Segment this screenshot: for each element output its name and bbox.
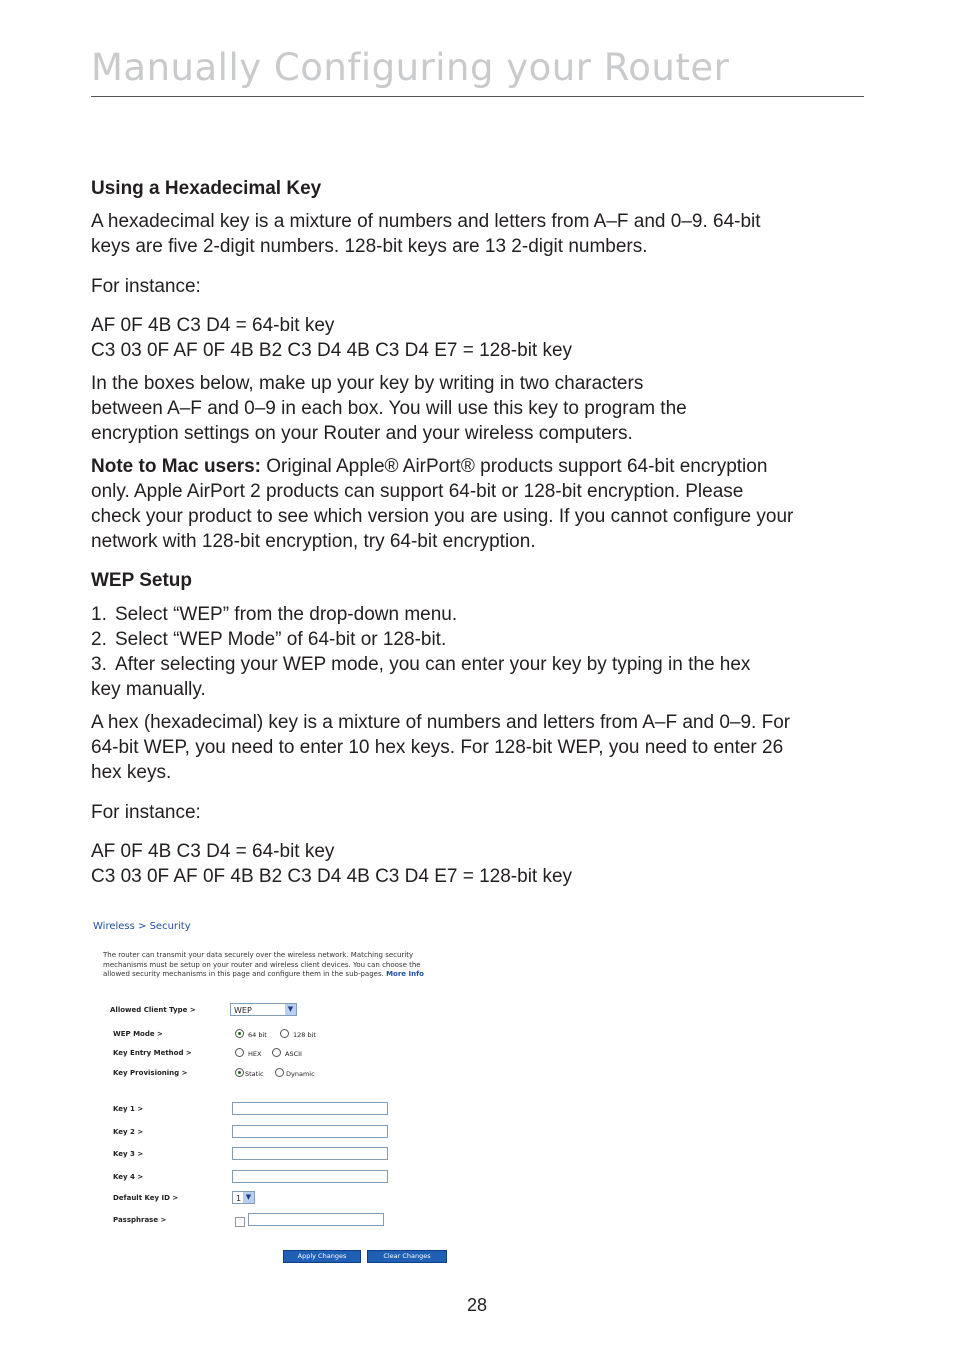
- key-4-input[interactable]: [232, 1170, 388, 1183]
- list-item: [91, 627, 750, 652]
- for-instance-label: For instance:: [91, 802, 201, 823]
- title-divider: [91, 96, 864, 97]
- wep-examples: [91, 839, 572, 889]
- for-instance-label: For instance:: [91, 276, 201, 297]
- wep-steps-list: [91, 602, 750, 702]
- description-line: [103, 970, 424, 980]
- key-3-input[interactable]: [232, 1147, 388, 1160]
- select-value: WEP: [234, 1006, 252, 1015]
- step-number: 3.: [91, 654, 107, 675]
- hex-key-paragraph: [91, 209, 761, 259]
- default-key-id-label: Default Key ID >: [113, 1194, 179, 1202]
- example-64-bit: AF 0F 4B C3 D4 = 64-bit key: [91, 841, 335, 862]
- hex-explanation: [91, 710, 790, 785]
- passphrase-input[interactable]: [248, 1213, 384, 1226]
- paragraph-line: [91, 454, 793, 479]
- key-entry-ascii-label: ASCII: [285, 1050, 302, 1058]
- paragraph-line: A hexadecimal key is a mixture of numbers and letters from A–F and 0–9. 64-bit: [91, 211, 761, 232]
- paragraph-line: A hex (hexadecimal) key is a mixture of numbers and letters from A–F and 0–9. For: [91, 712, 791, 733]
- example-128-bit: C3 03 0F AF 0F 4B B2 C3 D4 4B C3 D4 E7 = 128-bit key: [91, 340, 573, 361]
- security-description: [103, 951, 424, 980]
- key-3-label: Key 3 >: [113, 1150, 144, 1158]
- paragraph-line: only. Apple AirPort 2 products can support 64-bit or 128-bit encryption. Please: [91, 481, 744, 502]
- key-2-input[interactable]: [232, 1125, 388, 1138]
- description-line: The router can transmit your data securely over the wireless network. Matching security: [103, 951, 414, 959]
- paragraph-line: network with 128-bit encryption, try 64-bit encryption.: [91, 531, 536, 552]
- example-128-bit: C3 03 0F AF 0F 4B B2 C3 D4 4B C3 D4 E7 = 128-bit key: [91, 866, 573, 887]
- allowed-client-type-label: Allowed Client Type >: [110, 1006, 196, 1014]
- allowed-client-type-select[interactable]: [230, 1003, 297, 1016]
- paragraph-line: In the boxes below, make up your key by writing in two characters: [91, 373, 644, 394]
- default-key-id-select[interactable]: [232, 1191, 255, 1204]
- more-info-link[interactable]: More Info: [386, 970, 424, 979]
- mac-users-note: [91, 454, 793, 554]
- paragraph-line: encryption settings on your Router and your wireless computers.: [91, 423, 633, 444]
- wep-mode-64-label: 64 bit: [248, 1031, 267, 1039]
- key-entry-ascii-radio[interactable]: [272, 1048, 281, 1057]
- chevron-down-icon[interactable]: ▼: [285, 1004, 296, 1015]
- step-text: Select “WEP” from the drop-down menu.: [115, 604, 458, 625]
- wep-mode-128-label: 128 bit: [293, 1031, 316, 1039]
- key-1-input[interactable]: [232, 1102, 388, 1115]
- step-text: After selecting your WEP mode, you can enter your key by typing in the hex: [115, 654, 751, 675]
- key-2-label: Key 2 >: [113, 1128, 144, 1136]
- key-4-label: Key 4 >: [113, 1173, 144, 1181]
- note-label: Note to Mac users:: [91, 456, 261, 477]
- hex-key-heading: Using a Hexadecimal Key: [91, 178, 322, 199]
- step-number: 2.: [91, 629, 107, 650]
- clear-changes-button[interactable]: Clear Changes: [367, 1250, 447, 1263]
- key-prov-static-label: Static: [245, 1070, 264, 1078]
- paragraph-line: check your product to see which version you are using. If you cannot configure your: [91, 506, 794, 527]
- paragraph-line: between A–F and 0–9 in each box. You will use this key to program the: [91, 398, 687, 419]
- passphrase-label: Passphrase >: [113, 1216, 167, 1224]
- key-prov-dynamic-label: Dynamic: [286, 1070, 315, 1078]
- key-entry-hex-label: HEX: [248, 1050, 262, 1058]
- wep-mode-label: WEP Mode >: [113, 1030, 163, 1038]
- key-1-label: Key 1 >: [113, 1105, 144, 1113]
- paragraph-line: hex keys.: [91, 762, 172, 783]
- step-number: 1.: [91, 604, 107, 625]
- description-line: mechanisms must be setup on your router and wireless client devices. You can choose the: [103, 960, 421, 969]
- chevron-down-icon[interactable]: ▼: [243, 1192, 254, 1203]
- select-value: 1: [236, 1194, 242, 1203]
- note-text: Original Apple® AirPort® products support 64-bit encryption: [260, 456, 768, 477]
- list-item: [91, 652, 750, 677]
- boxes-paragraph: [91, 371, 687, 446]
- hex-examples: [91, 313, 572, 363]
- key-prov-static-radio[interactable]: [235, 1068, 244, 1077]
- step-text: Select “WEP Mode” of 64-bit or 128-bit.: [115, 629, 447, 650]
- example-64-bit: AF 0F 4B C3 D4 = 64-bit key: [91, 315, 335, 336]
- paragraph-line: 64-bit WEP, you need to enter 10 hex keys. For 128-bit WEP, you need to enter 26: [91, 737, 784, 758]
- apply-changes-button[interactable]: Apply Changes: [283, 1250, 361, 1263]
- list-item: [91, 602, 750, 627]
- key-prov-dynamic-radio[interactable]: [275, 1068, 284, 1077]
- paragraph-line: keys are five 2-digit numbers. 128-bit keys are 13 2-digit numbers.: [91, 236, 648, 257]
- description-text: allowed security mechanisms in this page and configure them in the sub-pages.: [103, 970, 384, 979]
- wep-mode-128-radio[interactable]: [280, 1029, 289, 1038]
- wep-setup-heading: WEP Setup: [91, 570, 192, 591]
- key-provisioning-label: Key Provisioning >: [113, 1069, 188, 1077]
- page-title: Manually Configuring your Router: [91, 46, 730, 89]
- step-continuation: key manually.: [91, 679, 206, 700]
- passphrase-checkbox[interactable]: [235, 1217, 245, 1227]
- page-number: 28: [466, 1295, 488, 1315]
- wep-mode-64-radio[interactable]: [235, 1029, 244, 1038]
- router-security-screenshot: [90, 915, 450, 1265]
- key-entry-hex-radio[interactable]: [235, 1048, 244, 1057]
- breadcrumb: Wireless > Security: [93, 921, 191, 932]
- key-entry-method-label: Key Entry Method >: [113, 1049, 192, 1057]
